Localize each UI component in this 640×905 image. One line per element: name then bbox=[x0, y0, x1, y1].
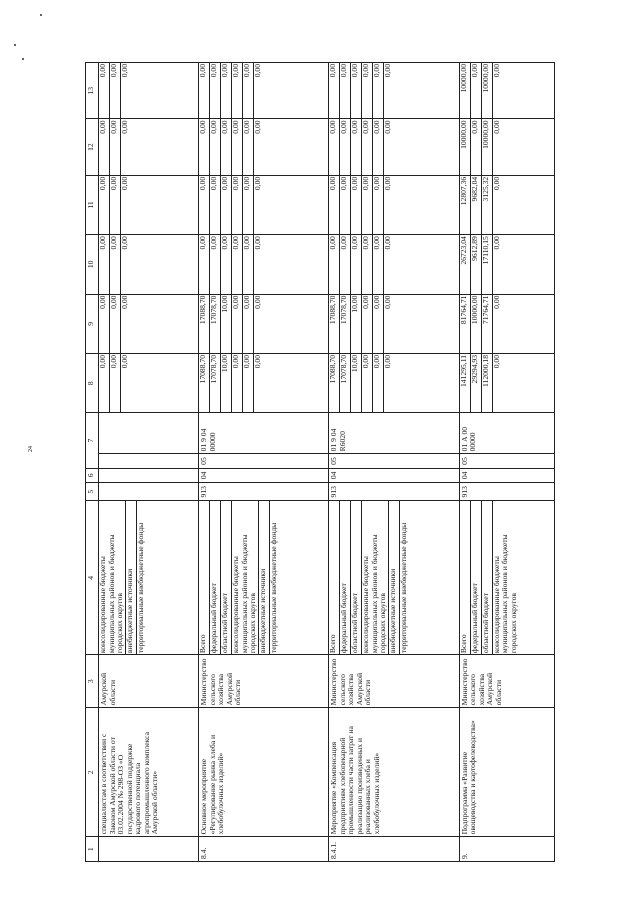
amount-value-cell bbox=[329, 294, 459, 353]
amount-value: 0,00 bbox=[340, 235, 351, 293]
col-header: 10 bbox=[86, 235, 99, 294]
amount-value: 10000,00 bbox=[460, 119, 471, 174]
amount-value: 0,00 bbox=[329, 119, 340, 174]
amount-value-stack bbox=[199, 235, 264, 293]
amount-value: 0,00 bbox=[340, 119, 351, 174]
amount-value: 3125,32 bbox=[481, 176, 492, 234]
amount-value: 10000,00 bbox=[481, 63, 492, 118]
amount-value: 0,00 bbox=[491, 354, 501, 369]
responsible-executor: Амурской области bbox=[99, 655, 199, 708]
amount-value: 0,00 bbox=[210, 119, 221, 174]
amount-value: 0,00 bbox=[373, 119, 384, 174]
amount-value: 0,00 bbox=[99, 176, 110, 234]
funding-source: федеральный бюджет bbox=[340, 501, 351, 654]
amount-value-stack bbox=[460, 295, 503, 353]
amount-value: 0,00 bbox=[383, 236, 393, 250]
funding-source: внебюджетные источники bbox=[125, 501, 136, 654]
amount-value: 0,00 bbox=[110, 119, 121, 174]
amount-value: 0,00 bbox=[221, 176, 232, 234]
funding-source-stack bbox=[99, 501, 147, 654]
amount-value-stack bbox=[199, 63, 264, 118]
amount-value: 10,00 bbox=[221, 354, 232, 412]
amount-value: 0,00 bbox=[362, 63, 373, 118]
amount-value-stack bbox=[99, 354, 131, 412]
amount-value: 0,00 bbox=[110, 176, 121, 234]
amount-value: 10000,00 bbox=[470, 295, 481, 353]
amount-value: 10000,00 bbox=[481, 119, 492, 174]
continued-row bbox=[99, 63, 199, 862]
amount-value-stack bbox=[460, 63, 503, 118]
grbs-code: 913 bbox=[329, 483, 459, 501]
amount-value: 0,00 bbox=[383, 120, 393, 134]
rz-code: 04 bbox=[329, 468, 459, 482]
amount-value: 17088,70 bbox=[329, 354, 340, 412]
amount-value: 0,00 bbox=[470, 63, 481, 118]
amount-value-cell bbox=[199, 294, 329, 353]
amount-value: 0,00 bbox=[351, 176, 362, 234]
amount-value: 10,00 bbox=[351, 354, 362, 412]
rz-code bbox=[99, 468, 199, 482]
amount-value: 0,00 bbox=[199, 176, 210, 234]
amount-value: 17078,70 bbox=[340, 354, 351, 412]
amount-value-cell bbox=[329, 175, 459, 234]
amount-value-cell bbox=[99, 353, 199, 412]
rz-code: 04 bbox=[459, 468, 554, 482]
amount-value: 0,00 bbox=[329, 176, 340, 234]
funding-source-cell bbox=[329, 501, 459, 655]
amount-value-cell bbox=[329, 63, 459, 119]
amount-value: 0,00 bbox=[110, 295, 121, 353]
amount-value: 17088,70 bbox=[199, 354, 210, 412]
funding-source-cell bbox=[459, 501, 554, 655]
amount-value-stack bbox=[199, 176, 264, 234]
amount-value-cell bbox=[329, 353, 459, 412]
amount-value-cell bbox=[99, 235, 199, 294]
amount-value: 0,00 bbox=[110, 354, 121, 412]
amount-value-cell bbox=[459, 63, 554, 119]
amount-value-cell bbox=[99, 175, 199, 234]
amount-value: 0,00 bbox=[340, 63, 351, 118]
page-number: 24 bbox=[28, 446, 34, 452]
scan-speck bbox=[40, 14, 42, 16]
amount-value: 0,00 bbox=[253, 176, 262, 191]
amount-value-stack bbox=[460, 354, 503, 412]
amount-value-cell bbox=[199, 353, 329, 412]
amount-value: 0,00 bbox=[373, 354, 384, 412]
amount-value: 0,00 bbox=[120, 176, 129, 191]
amount-value: 0,00 bbox=[362, 295, 373, 353]
amount-value-cell bbox=[99, 119, 199, 175]
amount-value: 0,00 bbox=[99, 354, 110, 412]
amount-value: 12807,36 bbox=[460, 176, 471, 234]
amount-value: 0,00 bbox=[329, 63, 340, 118]
amount-value: 17078,70 bbox=[210, 295, 221, 353]
amount-value: 0,00 bbox=[329, 235, 340, 293]
csr-code: 01 9 04 00000 bbox=[199, 413, 329, 454]
pr-code: 05 bbox=[199, 454, 329, 468]
amount-value: 0,00 bbox=[243, 295, 254, 353]
funding-source-stack bbox=[329, 501, 410, 654]
col-header: 8 bbox=[86, 353, 99, 412]
amount-value: 0,00 bbox=[221, 235, 232, 293]
col-header: 7 bbox=[86, 413, 99, 468]
csr-code: 01 9 04 R6020 bbox=[329, 413, 459, 454]
col-header: 1 bbox=[86, 837, 99, 862]
amount-value: 29294,93 bbox=[470, 354, 481, 412]
amount-value: 0,00 bbox=[383, 64, 393, 78]
amount-value: 112000,18 bbox=[481, 354, 492, 412]
amount-value-cell bbox=[459, 294, 554, 353]
amount-value: 0,00 bbox=[243, 119, 254, 174]
program-name: Мероприятие «Компенсация предприятиям хлебопекарной промышленности части затрат на реализацию произведенных и реализованных хлеба и хлебобулочных изделий» bbox=[329, 708, 459, 837]
amount-value: 0,00 bbox=[491, 120, 501, 134]
amount-value: 141295,11 bbox=[460, 354, 471, 412]
amount-value-stack bbox=[199, 295, 264, 353]
amount-value-cell bbox=[199, 63, 329, 119]
funding-source: территориальные внебюджетные фонды bbox=[398, 522, 408, 654]
amount-value-stack bbox=[329, 63, 394, 118]
amount-value: 0,00 bbox=[253, 64, 262, 78]
amount-value-stack bbox=[99, 176, 131, 234]
amount-value-stack bbox=[329, 119, 394, 174]
amount-value: 0,00 bbox=[120, 120, 129, 134]
amount-value: 0,00 bbox=[491, 236, 501, 250]
amount-value: 0,00 bbox=[491, 295, 501, 309]
amount-value: 0,00 bbox=[221, 119, 232, 174]
funding-source-cell bbox=[199, 501, 329, 655]
amount-value-stack bbox=[199, 354, 264, 412]
amount-value-cell bbox=[199, 119, 329, 175]
amount-value: 0,00 bbox=[351, 63, 362, 118]
amount-value: 17110,15 bbox=[481, 235, 492, 293]
amount-value: 0,00 bbox=[243, 235, 254, 293]
amount-value: 0,00 bbox=[340, 176, 351, 234]
funding-source: консолидированные бюджеты муниципальных районов и бюджеты городских округов bbox=[491, 534, 518, 654]
row-number: 8.4.1. bbox=[329, 837, 459, 862]
amount-value: 0,00 bbox=[199, 119, 210, 174]
funding-source: Всего bbox=[329, 501, 340, 654]
amount-value: 0,00 bbox=[199, 63, 210, 118]
col-header: 5 bbox=[86, 483, 99, 501]
amount-value: 17078,70 bbox=[340, 295, 351, 353]
col-header: 12 bbox=[86, 119, 99, 175]
amount-value: 0,00 bbox=[210, 63, 221, 118]
responsible-executor: Министерство сельского хозяйства Амурской области bbox=[459, 655, 554, 708]
amount-value: 0,00 bbox=[491, 176, 501, 191]
amount-value: 0,00 bbox=[120, 354, 129, 369]
amount-value: 0,00 bbox=[253, 236, 262, 250]
program-row bbox=[459, 63, 554, 862]
scan-speck bbox=[14, 44, 16, 46]
amount-value: 0,00 bbox=[373, 63, 384, 118]
amount-value: 0,00 bbox=[253, 295, 262, 309]
amount-value-stack bbox=[99, 235, 131, 293]
funding-source: Всего bbox=[460, 501, 471, 654]
amount-value-cell bbox=[199, 175, 329, 234]
funding-source: внебюджетные источники bbox=[258, 501, 269, 654]
column-number-row bbox=[86, 63, 99, 862]
amount-value-stack bbox=[329, 354, 394, 412]
amount-value: 0,00 bbox=[221, 63, 232, 118]
scan-speck bbox=[22, 58, 24, 60]
amount-value: 0,00 bbox=[383, 354, 393, 369]
amount-value: 0,00 bbox=[99, 295, 110, 353]
amount-value-cell bbox=[459, 119, 554, 175]
amount-value: 0,00 bbox=[210, 235, 221, 293]
amount-value: 0,00 bbox=[199, 235, 210, 293]
amount-value: 9682,04 bbox=[470, 176, 481, 234]
program-row bbox=[329, 63, 459, 862]
funding-source: федеральный бюджет bbox=[470, 501, 481, 654]
amount-value-stack bbox=[460, 176, 503, 234]
amount-value-cell bbox=[329, 235, 459, 294]
grbs-code: 913 bbox=[199, 483, 329, 501]
amount-value-cell bbox=[329, 119, 459, 175]
funding-source: федеральный бюджет bbox=[210, 501, 221, 654]
amount-value: 0,00 bbox=[232, 119, 243, 174]
amount-value: 71764,71 bbox=[481, 295, 492, 353]
funding-source: территориальные внебюджетные фонды bbox=[135, 522, 145, 654]
row-number: 9. bbox=[459, 837, 554, 862]
amount-value: 9612,89 bbox=[470, 235, 481, 293]
amount-value-cell bbox=[199, 235, 329, 294]
funding-source-cell bbox=[99, 501, 199, 655]
pr-code bbox=[99, 454, 199, 468]
rz-code: 04 bbox=[199, 468, 329, 482]
program-name: специалистам в соответствии с Законом Амурской области от 03.02.2004 № 298-ОЗ «О государственной поддержке кадрового потенциала агропромышленного комплекса Амурской области» bbox=[99, 708, 199, 837]
amount-value: 10,00 bbox=[221, 295, 232, 353]
amount-value-stack bbox=[199, 119, 264, 174]
amount-value: 0,00 bbox=[373, 235, 384, 293]
amount-value: 0,00 bbox=[362, 176, 373, 234]
amount-value: 0,00 bbox=[253, 354, 262, 369]
col-header: 13 bbox=[86, 63, 99, 119]
amount-value-stack bbox=[99, 63, 131, 118]
amount-value: 0,00 bbox=[120, 64, 129, 78]
amount-value: 0,00 bbox=[373, 176, 384, 234]
amount-value: 0,00 bbox=[243, 63, 254, 118]
amount-value: 0,00 bbox=[232, 63, 243, 118]
funding-source: областной бюджет bbox=[221, 501, 232, 654]
col-header: 2 bbox=[86, 708, 99, 837]
program-name: Основное мероприятие «Регулирование рынка хлеба и хлебобулочных изделий» bbox=[199, 708, 329, 837]
grbs-code bbox=[99, 483, 199, 501]
amount-value-stack bbox=[329, 235, 394, 293]
col-header: 6 bbox=[86, 468, 99, 482]
pr-code: 05 bbox=[329, 454, 459, 468]
funding-source: территориальные внебюджетные фонды bbox=[268, 522, 278, 654]
program-name: Подпрограмма «Развитие овощеводства и картофелеводства» bbox=[459, 708, 554, 837]
csr-code bbox=[99, 413, 199, 454]
amount-value: 0,00 bbox=[351, 235, 362, 293]
amount-value: 17078,70 bbox=[210, 354, 221, 412]
amount-value: 0,00 bbox=[99, 235, 110, 293]
amount-value: 0,00 bbox=[470, 119, 481, 174]
responsible-executor: Министерство сельского хозяйства Амурской области bbox=[199, 655, 329, 708]
amount-value: 0,00 bbox=[232, 295, 243, 353]
funding-source-stack bbox=[460, 501, 519, 654]
amount-value: 0,00 bbox=[110, 63, 121, 118]
row-number bbox=[99, 837, 199, 862]
col-header: 4 bbox=[86, 501, 99, 655]
amount-value-cell bbox=[99, 63, 199, 119]
amount-value-stack bbox=[460, 119, 503, 174]
amount-value: 0,00 bbox=[99, 63, 110, 118]
table-body bbox=[99, 63, 555, 862]
amount-value-stack bbox=[329, 295, 394, 353]
amount-value-stack bbox=[329, 176, 394, 234]
pr-code: 05 bbox=[459, 454, 554, 468]
amount-value: 0,00 bbox=[243, 354, 254, 412]
col-header: 9 bbox=[86, 294, 99, 353]
rotated-table-container bbox=[85, 62, 555, 862]
amount-value-cell bbox=[459, 353, 554, 412]
funding-source-stack bbox=[199, 501, 280, 654]
amount-value: 0,00 bbox=[120, 295, 129, 309]
budget-table bbox=[85, 62, 555, 862]
amount-value-stack bbox=[460, 235, 503, 293]
amount-value-cell bbox=[459, 235, 554, 294]
amount-value: 0,00 bbox=[362, 119, 373, 174]
funding-source: областной бюджет bbox=[481, 501, 492, 654]
funding-source: Всего bbox=[199, 501, 210, 654]
amount-value-stack bbox=[99, 295, 131, 353]
amount-value: 26723,04 bbox=[460, 235, 471, 293]
amount-value: 0,00 bbox=[120, 236, 129, 250]
amount-value: 17088,70 bbox=[199, 295, 210, 353]
amount-value: 0,00 bbox=[232, 235, 243, 293]
amount-value: 0,00 bbox=[232, 354, 243, 412]
amount-value: 10,00 bbox=[351, 295, 362, 353]
col-header: 3 bbox=[86, 655, 99, 708]
amount-value: 0,00 bbox=[243, 176, 254, 234]
amount-value: 0,00 bbox=[99, 119, 110, 174]
funding-source: консолидированные бюджеты муниципальных районов и бюджеты городских округов bbox=[362, 501, 389, 654]
row-number: 8.4. bbox=[199, 837, 329, 862]
grbs-code: 913 bbox=[459, 483, 554, 501]
amount-value: 0,00 bbox=[110, 235, 121, 293]
amount-value: 0,00 bbox=[491, 64, 501, 78]
amount-value-cell bbox=[99, 294, 199, 353]
amount-value-stack bbox=[99, 119, 131, 174]
amount-value: 0,00 bbox=[383, 295, 393, 309]
amount-value: 0,00 bbox=[351, 119, 362, 174]
responsible-executor: Министерство сельского хозяйства Амурской области bbox=[329, 655, 459, 708]
csr-code: 01 А 00 00000 bbox=[459, 413, 554, 454]
col-header: 11 bbox=[86, 175, 99, 234]
amount-value: 0,00 bbox=[232, 176, 243, 234]
amount-value: 0,00 bbox=[362, 354, 373, 412]
funding-source: консолидированные бюджеты муниципальных районов и бюджеты городских округов bbox=[232, 501, 259, 654]
program-row bbox=[199, 63, 329, 862]
amount-value: 0,00 bbox=[383, 176, 393, 191]
funding-source: внебюджетные источники bbox=[388, 501, 399, 654]
funding-source: консолидированные бюджеты муниципальных районов и бюджеты городских округов bbox=[99, 501, 125, 654]
amount-value: 0,00 bbox=[373, 295, 384, 353]
amount-value: 81764,71 bbox=[460, 295, 471, 353]
amount-value: 0,00 bbox=[253, 120, 262, 134]
amount-value-cell bbox=[459, 175, 554, 234]
amount-value: 17088,70 bbox=[329, 295, 340, 353]
amount-value: 0,00 bbox=[362, 235, 373, 293]
amount-value: 10000,00 bbox=[460, 63, 471, 118]
amount-value: 0,00 bbox=[210, 176, 221, 234]
funding-source: областной бюджет bbox=[351, 501, 362, 654]
